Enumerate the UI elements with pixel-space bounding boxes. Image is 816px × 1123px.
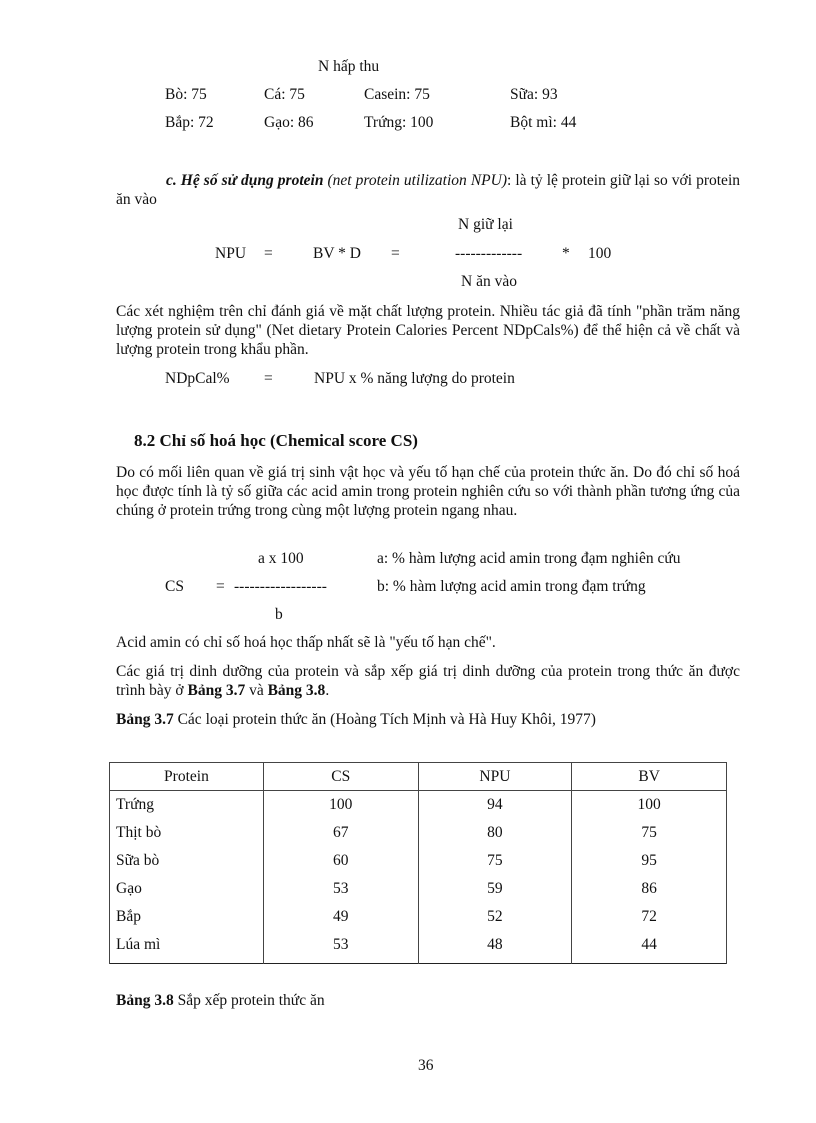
table-row: [110, 903, 727, 931]
cs-b-definition: b: % hàm lượng acid amin trong đạm trứng: [377, 578, 646, 595]
n-absorbed-flour: Bột mì: 44: [510, 114, 577, 131]
cell-cs: 60: [263, 847, 418, 875]
cs-paragraph: Do có mối liên quan về giá trị sinh vật học và yếu tố hạn chế của protein thức ăn. Do đó chỉ số hoá học được tính là tỷ số giữa các acid amin trong protein nghiên cứu so với thành phần tương ứng của chúng ở protein trứng trong cùng một lượng protein ngang nhau.: [116, 464, 740, 519]
table-row: [110, 791, 727, 820]
cell-npu: 52: [418, 903, 572, 931]
npu-equals-2: =: [391, 245, 400, 262]
header-npu: NPU: [418, 763, 572, 791]
table-row: [110, 819, 727, 847]
table-row: [110, 847, 727, 875]
cell-npu: 80: [418, 819, 572, 847]
cell-bv: 95: [572, 847, 727, 875]
cell-npu: 94: [418, 791, 572, 820]
cell-npu: 75: [418, 847, 572, 875]
n-absorbed-beef: Bò: 75: [165, 86, 207, 103]
table-3-8-reference: Bảng 3.8: [267, 682, 326, 699]
npu-fraction-bar: -------------: [455, 245, 523, 262]
npu-heading-english: (net protein utilization NPU): [327, 172, 507, 189]
n-absorbed-casein: Casein: 75: [364, 86, 430, 103]
ndpcal-paragraph: Các xét nghiệm trên chỉ đánh giá về mặt chất lượng protein. Nhiều tác giả đã tính "phần trăm năng lượng protein sử dụng" (Net dietary Protein Calories Percent NDpCals%) để thể hiện cả về chất và lượng protein trong khẩu phần.: [116, 303, 740, 358]
cell-protein: Gạo: [110, 875, 264, 903]
page-number: 36: [418, 1057, 434, 1074]
cell-cs: 100: [263, 791, 418, 820]
cell-bv: 100: [572, 791, 727, 820]
cell-bv: 44: [572, 931, 727, 964]
n-absorbed-fish: Cá: 75: [264, 86, 305, 103]
npu-factor: 100: [588, 245, 612, 262]
cell-bv: 86: [572, 875, 727, 903]
header-protein: Protein: [110, 763, 264, 791]
table-3-7-caption-text: Các loại protein thức ăn (Hoàng Tích Mịnh và Hà Huy Khôi, 1977): [173, 711, 596, 728]
cell-npu: 59: [418, 875, 572, 903]
limiting-factor-note: Acid amin có chỉ số hoá học thấp nhất sẽ là "yếu tố hạn chế".: [116, 634, 496, 651]
cell-protein: Lúa mì: [110, 931, 264, 964]
cs-equals: =: [216, 578, 225, 595]
cell-protein: Thịt bò: [110, 819, 264, 847]
protein-table: [109, 762, 727, 964]
n-absorbed-egg: Trứng: 100: [364, 114, 434, 131]
ndpcal-lhs: NDpCal%: [165, 370, 230, 387]
table-3-8-caption-text: Sắp xếp protein thức ăn: [173, 992, 325, 1009]
npu-bv-d: BV * D: [313, 245, 361, 262]
tables-reference-paragraph: [116, 662, 740, 700]
n-absorbed-title: N hấp thu: [318, 58, 380, 75]
table-3-7-caption: [116, 711, 596, 729]
table-row: [110, 875, 727, 903]
cell-cs: 53: [263, 931, 418, 964]
n-absorbed-corn: Bắp: 72: [165, 114, 214, 131]
npu-definition: [116, 171, 740, 209]
cs-lhs: CS: [165, 578, 184, 595]
table-3-8-caption-label: Bảng 3.8: [116, 992, 174, 1009]
header-cs: CS: [263, 763, 418, 791]
cell-cs: 49: [263, 903, 418, 931]
cell-bv: 72: [572, 903, 727, 931]
cs-a-definition: a: % hàm lượng acid amin trong đạm nghiên cứu: [377, 550, 681, 567]
n-absorbed-milk: Sữa: 93: [510, 86, 558, 103]
table-row: [110, 931, 727, 964]
cs-denominator: b: [275, 606, 283, 623]
cell-protein: Sữa bò: [110, 847, 264, 875]
cell-bv: 75: [572, 819, 727, 847]
cell-protein: Bắp: [110, 903, 264, 931]
cell-cs: 67: [263, 819, 418, 847]
tables-reference-and: và: [245, 682, 268, 699]
npu-numerator: N giữ lại: [458, 216, 513, 233]
cell-protein: Trứng: [110, 791, 264, 820]
cell-cs: 53: [263, 875, 418, 903]
header-bv: BV: [572, 763, 727, 791]
npu-denominator: N ăn vào: [461, 273, 517, 290]
table-3-8-caption: [116, 992, 325, 1010]
ndpcal-equals: =: [264, 370, 273, 387]
npu-lhs: NPU: [215, 245, 247, 262]
ndpcal-rhs: NPU x % năng lượng do protein: [314, 370, 515, 387]
n-absorbed-rice: Gạo: 86: [264, 114, 314, 131]
cs-numerator: a x 100: [258, 550, 304, 567]
npu-heading: c. Hệ số sử dụng protein: [166, 172, 324, 189]
cell-npu: 48: [418, 931, 572, 964]
cs-fraction-bar: ------------------: [234, 578, 327, 595]
tables-reference-text: Các giá trị dinh dưỡng của protein và sắp xếp giá trị dinh dưỡng của protein trong thức ăn được trình bày ở: [116, 663, 740, 699]
table-3-7-caption-label: Bảng 3.7: [116, 711, 174, 728]
npu-multiply: *: [562, 245, 570, 262]
npu-equals-1: =: [264, 245, 273, 262]
table-header-row: [110, 763, 727, 791]
npu-heading-rest: : là tỷ lệ protein giữ lại so với protein ăn vào: [116, 172, 740, 208]
tables-reference-end: .: [325, 682, 330, 699]
table-3-7-reference: Bảng 3.7: [187, 682, 246, 699]
section-title-chemical-score: 8.2 Chỉ số hoá học (Chemical score CS): [134, 431, 418, 450]
